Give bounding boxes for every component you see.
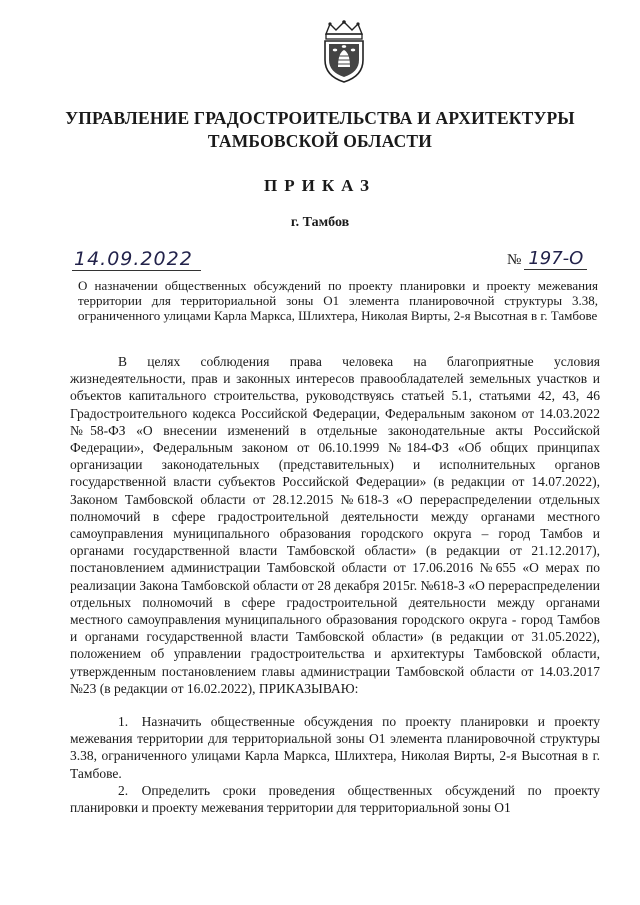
coat-of-arms-icon: [318, 20, 370, 84]
order-number: [507, 248, 587, 269]
organization-name-line-2: ТАМБОВСКОЙ ОБЛАСТИ: [207, 131, 433, 151]
order-body: [70, 353, 600, 816]
organization-name: [40, 107, 600, 153]
order-number-value: 197-О: [524, 248, 587, 270]
order-number-label: №: [507, 252, 522, 268]
order-subject: О назначении общественных обсуждений по проекту планировки и проекту межевания территории для территориальной зоны О1 элемента планировочной структуры 3.38, ограниченного улицами Карла Маркса, Шлихтера, Николая Вирты, 2-я Высотная в г. Тамбове: [78, 278, 598, 323]
order-item-1: 1. Назначить общественные обсуждения по проекту планировки и проекту межевания территории для территориальной зоны О1 элемента планировочной структуры 3.38, ограниченного улицами Карла Маркса, Шлихтера, Николая Вирты, 2-я Высотная в г. Тамбове.: [70, 714, 600, 781]
order-items: [70, 713, 600, 816]
order-date: 14.09.2022: [72, 248, 201, 271]
document-type: ПРИКАЗ: [264, 176, 376, 195]
city: г. Тамбов: [290, 215, 350, 230]
preamble-paragraph: В целях соблюдения права человека на благоприятные условия жизнедеятельности, прав и законных интересов правообладателей земельных участков и объектов капитального строительства, руководствуясь статьей 5.1, статьями 42, 43, 46 Градостроительного кодекса Российской Федерации, Федеральным законом от 14.03.2022 №58-ФЗ «О внесении изменений в отдельные законодательные акты Российской Федерации», Федеральным законом от 06.10.1999 №184-ФЗ «Об общих принципах организации законодательных (представительных) и исполнительных органов государственной власти субъектов Российской Федерации» (в редакции от 14.07.2022), Законом Тамбовской области от 28.12.2015 №618-З «О перераспределении отдельных полномочий в сфере градостроительной деятельности между органами местного самоуправления муниципального образования городского округа – город Тамбов и органами государственной власти Тамбовской области» (в редакции от 21.12.2017), постановлением администрации Тамбовской области от 17.06.2016 №655 «О мерах по реализации Закона Тамбовской области от 28 декабря 2015г. №618-З «О перераспределении отдельных полномочий в сфере градостроительной деятельности между органами местного самоуправления муниципального образования городского округа - город Тамбов и органами государственной власти Тамбовской области» (в редакции от 31.05.2022), положением об управлении градостроительства и архитектуры Тамбовской области, утвержденным постановлением главы администрации Тамбовской области от 14.03.2017 №23 (в редакции от 16.02.2022), ПРИКАЗЫВАЮ:: [70, 354, 600, 696]
order-item-2: 2. Определить сроки проведения общественных обсуждений по проекту планировки и проекту межевания территории для территориальной зоны О1: [70, 782, 600, 816]
organization-name-line-1: УПРАВЛЕНИЕ ГРАДОСТРОИТЕЛЬСТВА И АРХИТЕКТУРЫ: [65, 108, 575, 128]
